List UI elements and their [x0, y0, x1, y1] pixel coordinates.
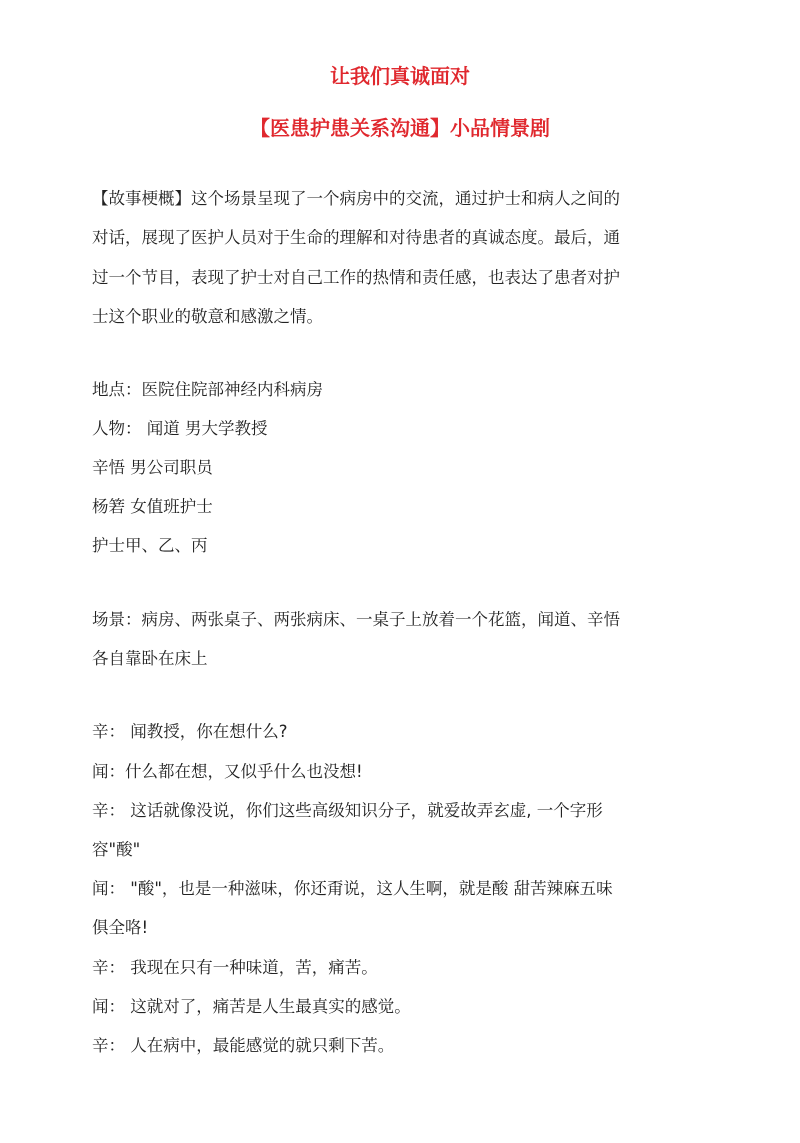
summary-line: 【故事梗概】这个场景呈现了一个病房中的交流，通过护士和病人之间的 — [92, 189, 620, 208]
info-location: 地点：医院住院部神经内科病房 — [92, 380, 323, 399]
dialogue-line: 辛： 这话就像没说，你们这些高级知识分子，就爱故弄玄虚, 一个字形 — [92, 801, 603, 820]
dialogue-line: 闻： "酸"，也是一种滋味，你还甭说，这人生啊，就是酸 甜苦辣麻五味 — [92, 879, 613, 898]
scene-line: 场景：病房、两张桌子、两张病床、一桌子上放着一个花篮，闻道、辛悟 — [92, 610, 620, 629]
info-character: 杨箬 女值班护士 — [92, 497, 213, 516]
summary-line: 对话，展现了医护人员对于生命的理解和对待患者的真诚态度。最后，通 — [92, 228, 620, 247]
title-line-1: 让我们真诚面对 — [330, 64, 470, 88]
dialogue-line: 俱全咯! — [92, 918, 149, 937]
info-character: 护士甲、乙、丙 — [92, 536, 208, 555]
info-character: 辛悟 男公司职员 — [92, 458, 213, 477]
scene-line: 各自靠卧在床上 — [92, 649, 208, 668]
dialogue-line: 辛： 闻教授，你在想什么? — [92, 722, 288, 741]
dialogue-line: 闻： 这就对了，痛苦是人生最真实的感觉。 — [92, 997, 411, 1016]
info-characters: 人物： 闻道 男大学教授 — [92, 419, 268, 438]
dialogue-line: 闻：什么都在想，又似乎什么也没想! — [92, 762, 363, 781]
dialogue-line: 辛： 我现在只有一种味道，苦，痛苦。 — [92, 958, 378, 977]
title-line-2: 【医患护患关系沟通】小品情景剧 — [250, 116, 550, 140]
dialogue-line: 辛： 人在病中，最能感觉的就只剩下苦。 — [92, 1036, 395, 1055]
dialogue-line: 容"酸" — [92, 840, 141, 859]
summary-line: 士这个职业的敬意和感激之情。 — [92, 307, 323, 326]
summary-line: 过一个节目，表现了护士对自己工作的热情和责任感，也表达了患者对护 — [92, 268, 620, 287]
